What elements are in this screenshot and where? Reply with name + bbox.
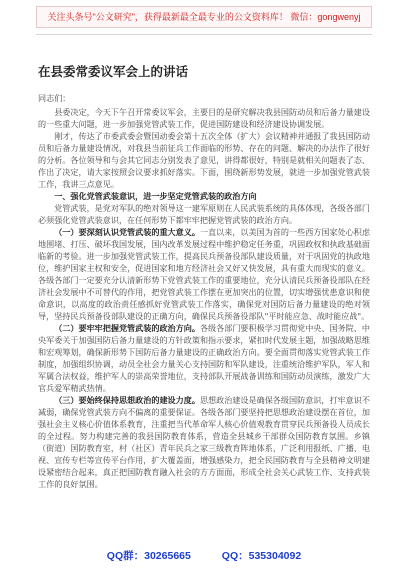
paragraph: 刚才，传达了市委武委会暨国动委会第十五次全体（扩大）会议精神并通报了我县国防动员和后备力量建设情况，对我县当前征兵工作面临的形势、存在的问题、解决的办法作了很好的分析。各位领导和与会其它同志分别发表了意见，讲得都很好，特别是就相关问题表了态、作出了决定，请大家按照会议要求抓好落实。下面，围绕新形势发展，就进一步加强党管武装工作，我讲三点意见。 bbox=[38, 131, 370, 189]
point-paragraph bbox=[38, 226, 370, 322]
point-text: 一直以来，以美国为首的一些西方国家处心积虑地围堵、打压、破坏我国发展，国内改革发展过程中维护稳定任务重，巩固政权和执政基础面临新的考验。进一步加强党管武装工作，提高民兵预备役部队建设质量，对于巩固党的执政地位，维护国家主权和安全，促进国家和地方经济社会又好又快发展，具有重大而现实的意义。各级各部门一定要充分认清新形势下党管武装工作的重要地位，充分认清民兵预备役部队在经济社会发展中不可替代的作用，把党管武装工作摆在更加突出的位置，切实增强忧患意识和使命意识，以高度的政治责任感抓好党管武装工作落实，确保党对国防后备力量建设的绝对领导，坚持民兵预备役部队建设的正确方向，确保民兵预备役部队"平时能应急、战时能应战"。 bbox=[38, 227, 370, 321]
header-banner: 关注头条号"公文研究"，获得最新最全最专业的公文资料库！ 微信：gongwenyj bbox=[36, 6, 372, 28]
page-title: 在县委常委议军会上的讲话 bbox=[38, 65, 189, 79]
qq-number: QQ：535304092 bbox=[221, 550, 302, 562]
header-divider bbox=[36, 34, 372, 35]
point-text: 各级各部门要积极学习贯彻党中央、国务院、中央军委关于加强国防后备力量建设的方针政策和指示要求，紧扣时代发展主题，加强战略思维和宏观筹划，确保新形势下国防后备力量建设的正确政治方向。要全面贯彻落实党管武装工作制度，加强组织协调，动员全社会力量关心支持国防和军队建设，注重统洽维护军队，军人和军属合法权益，维护军人的崇高荣誉地位，支持部队开展战备训练和国防动员演练，激发广大官兵爱军精武热情。 bbox=[38, 323, 370, 393]
footer-contact bbox=[0, 548, 408, 564]
point-paragraph bbox=[38, 322, 370, 394]
paragraph: 县委决定，今天下午召开常委议军会，主要目的是研究解决我县国防动员和后备力量建设的一些重大问题，进一步加强党管武装工作，促进国防建设和经济建设协调发展。 bbox=[38, 107, 370, 129]
section-heading: 一、强化党管武装意识，进一步坚定党管武装的政治方向 bbox=[54, 191, 257, 201]
point-text: 思想政治建设是确保各级国防意识，打牢意识不减弱，确保党管武装方向不偏离的重要保证。各级各部门要坚持把思想政治建设摆在首位，加强社会主义核心价值体系教育，注重把当代革命军人核心价值观教育贯穿民兵预备役人员成长的全过程。努力构建完善的我县国防教育体系，营造全县城乡干部群众国防教育氛围。乡镇（街道）国防教育室，村（社区）青年民兵之家三级教育阵地体系，广泛利用报纸、广播、电视、宣传专栏等宣传平台作用，扩大覆盖面，增强感染力，把全民国防教育与全县精神文明建设紧密结合起来，真正把国防教育融入社会的方方面面，形成全社会关心武装工作、支持武装工作的良好氛围。 bbox=[38, 395, 370, 489]
salutation: 同志们： bbox=[38, 93, 71, 103]
point-paragraph bbox=[38, 394, 370, 490]
point-lead: （一）要深刻认识党管武装的重大意义。 bbox=[54, 227, 200, 237]
qq-group: QQ群：30265665 bbox=[106, 550, 191, 562]
point-lead: （三）要始终保持思想政治的建设力度。 bbox=[54, 395, 200, 405]
point-lead: （二）要牢牢把握党管武装的政治方向。 bbox=[54, 323, 200, 333]
document-body bbox=[38, 92, 370, 490]
paragraph: 党管武装，是党对军队的绝对领导这一建军原则在人民武装系统的具体体现，各级各部门必须强化党管武装意识，在任何形势下都牢牢把握党管武装的政治方向。 bbox=[38, 203, 370, 225]
